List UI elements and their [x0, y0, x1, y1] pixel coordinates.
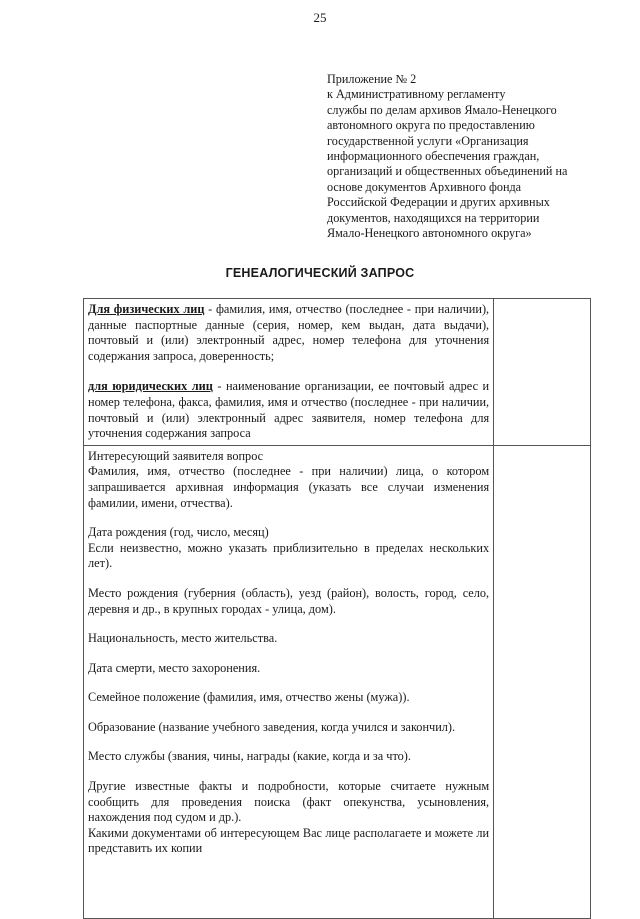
appendix-line: информационного обеспечения граждан, [327, 149, 540, 164]
appendix-line: Ямало-Ненецкого автономного округа» [327, 226, 532, 241]
appendix-line: автономного округа по предоставлению [327, 118, 535, 133]
individuals-text: - фамилия, имя, отчество (последнее - при наличии), данные паспортные данные (серия, номер, кем выдан, дата выдачи), почтовый и (или) электронный адрес, номер телефона для уточнения содержания запроса, доверенность; [88, 302, 490, 363]
individuals-lead: Для физических лиц [88, 302, 205, 316]
appendix-line: службы по делам архивов Ямало-Ненецкого [327, 102, 557, 117]
request-details-row [84, 445, 591, 918]
person-heading: Интересующий заявителя вопрос [88, 448, 264, 463]
request-details-cell [84, 445, 494, 918]
birth-place-text: Место рождения (губерния (область), уезд (район), волость, город, село, деревня и др., в крупных городах - улица, дом). [88, 585, 490, 616]
page-number: 25 [313, 10, 327, 25]
individuals-paragraph [88, 302, 489, 364]
applicant-requisites-row [84, 299, 591, 446]
appendix-line: Российской Федерации и других архивных [327, 195, 550, 210]
service-text: Место службы (звания, чины, награды (какие, когда и за что). [88, 749, 411, 764]
documents-text: Какими документами об интересующем Вас лице располагаете и можете ли представить их копии [88, 825, 490, 856]
birth-date-heading: Дата рождения (год, число, месяц) [88, 525, 269, 540]
applicant-requisites-cell [84, 299, 494, 446]
legal-entities-paragraph [88, 379, 489, 441]
nationality-text: Национальность, место жительства. [88, 631, 278, 646]
applicant-requisites-answer-cell[interactable] [494, 299, 591, 446]
death-text: Дата смерти, место захоронения. [88, 660, 261, 675]
family-status-text: Семейное положение (фамилия, имя, отчество жены (мужа)). [88, 690, 410, 705]
other-facts-text: Другие известные факты и подробности, которые считаете нужным сообщить для проведения поиска (факт опекунства, усыновления, нахождения под судом и др.). [88, 779, 490, 825]
appendix-line: Приложение № 2 [327, 72, 417, 86]
request-form-table [83, 298, 591, 919]
appendix-line: к Административному регламенту [327, 87, 506, 102]
appendix-line: государственной услуги «Организация [327, 133, 529, 148]
legal-entities-lead: для юридических лиц [88, 379, 213, 394]
birth-date-text: Если неизвестно, можно указать приблизительно в пределах нескольких лет). [88, 540, 490, 571]
request-details-answer-cell[interactable] [494, 445, 591, 918]
appendix-header [327, 72, 597, 241]
appendix-line: документов, находящихся на территории [327, 210, 540, 225]
document-title: ГЕНЕАЛОГИЧЕСКИЙ ЗАПРОС [225, 266, 415, 280]
person-text: Фамилия, имя, отчество (последнее - при наличии) лица, о котором запрашивается архивная информация (указать все случаи изменения фамилии, имени, отчества). [88, 464, 490, 510]
appendix-line: организаций и общественных объединений на [327, 164, 568, 179]
education-text: Образование (название учебного заведения, когда учился и закончил). [88, 719, 456, 734]
legal-entities-text: - наименование организации, ее почтовый адрес и номер телефона, факса, фамилия, имя и отчество (последнее - при наличии, почтовый и (или) электронный адрес заявителя, номер телефона для уточнения содержания запроса [88, 379, 490, 441]
appendix-line: основе документов Архивного фонда [327, 179, 522, 194]
